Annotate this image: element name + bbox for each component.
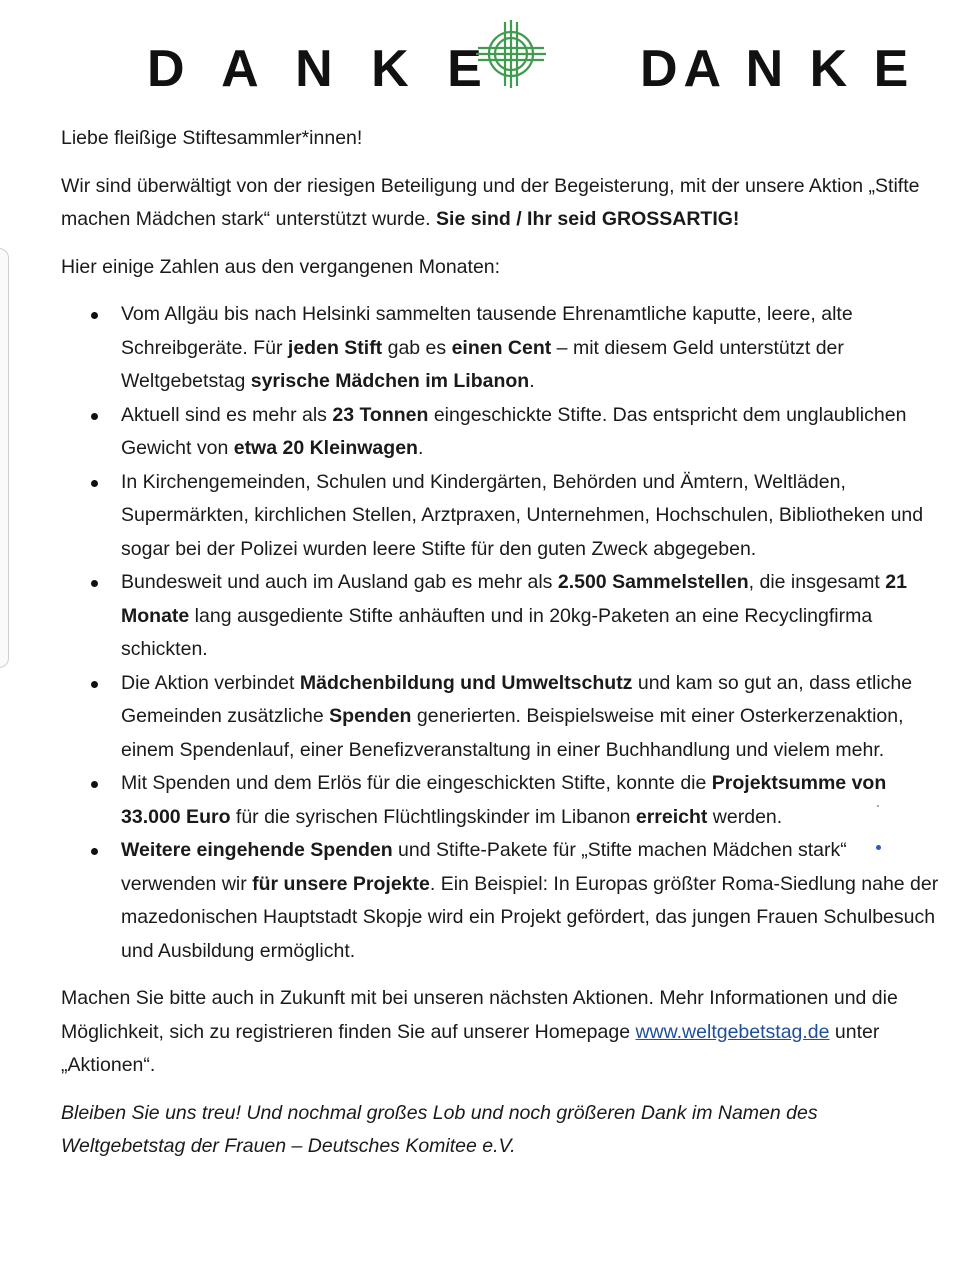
outro-after-link: unter „Aktionen“.: [61, 1020, 880, 1076]
bullet-text: Bundesweit und auch im Ausland gab es mehr als: [121, 571, 558, 593]
bullet-bold: für unsere Projekte: [252, 872, 430, 895]
list-item: [61, 834, 941, 968]
stray-dot-mark: [876, 845, 881, 850]
homepage-link[interactable]: www.weltgebetstag.de: [635, 1020, 830, 1043]
bullet-bold: syrische Mädchen im Libanon: [250, 370, 530, 392]
bullet-bold: etwa 20 Kleinwagen: [233, 437, 418, 459]
intro-text: Wir sind überwältigt von der riesigen Beteiligung und der Begeisterung, mit der unsere Aktion „Stifte machen Mädchen stark“ unterstützt wurde.: [61, 174, 920, 230]
bullet-text: .: [417, 437, 424, 459]
bullet-text: Die Aktion verbindet: [121, 671, 300, 694]
bullet-text: In Kirchengemeinden, Schulen und Kindergärten, Behörden und Ämtern, Weltläden, Supermärkten, kirchlichen Stellen, Arztpraxen, Unternehmen, Hochschulen, Bibliotheken und sogar bei der Polizei wurden leere Stifte für den guten Zweck abgegeben.: [121, 470, 924, 560]
bullet-text: und kam so gut an, dass etliche Gemeinden zusätzliche: [121, 671, 913, 727]
facts-list: [61, 298, 941, 968]
bullet-text: Vom Allgäu bis nach Helsinki sammelten tausende Ehrenamtliche kaputte, leere, alte Schreibgeräte. Für: [121, 303, 853, 359]
scroll-edge-handle[interactable]: [0, 248, 9, 668]
letter-header: [0, 36, 968, 106]
intro-bold: Sie sind / Ihr seid GROSSARTIG!: [436, 208, 740, 230]
bullet-text: . Ein Beispiel: In Europas größter Roma-Siedlung nahe der mazedonischen Hauptstadt Skopje wird ein Projekt gefördert, das jungen Frauen Schulbesuch und Ausbildung ermöglicht.: [121, 872, 939, 962]
bullet-text: generierten. Beispielsweise mit einer Osterkerzenaktion, einem Spendenlauf, einer Benefizveranstaltung in einer Buchhandlung und vielem mehr.: [121, 705, 904, 761]
stray-dot-mark: [877, 805, 879, 807]
outro-text: Machen Sie bitte auch in Zukunft mit bei unseren nächsten Aktionen. Mehr Informationen und die Möglichkeit, sich zu registrieren finden Sie auf unserer Homepage: [61, 987, 898, 1043]
bullet-text: werden.: [707, 805, 783, 828]
bullet-text: gab es: [382, 336, 452, 359]
bullet-text: lang ausgediente Stifte anhäuften und in 20kg-Paketen an eine Recyclingfirma schickten.: [121, 604, 873, 660]
bullet-text: und Stifte-Pakete für „Stifte machen Mädchen stark“ verwenden wir: [121, 839, 847, 895]
bullet-bold: Mädchenbildung und Umweltschutz: [299, 671, 633, 694]
closing-text: Bleiben Sie uns treu! Und nochmal großes Lob und noch größeren Dank im Namen des Weltgebetstag der Frauen – Deutsches Komitee e.V.: [61, 1101, 818, 1157]
list-item: [61, 767, 941, 834]
bullet-text: .: [529, 370, 535, 392]
list-item: [61, 667, 941, 768]
numbers-intro: Hier einige Zahlen aus den vergangenen Monaten:: [61, 255, 501, 278]
weltgebetstag-cross-logo-icon: [474, 18, 548, 90]
letter-body: [61, 122, 941, 1178]
bullet-bold: jeden Stift: [287, 336, 383, 359]
bullet-text: für die syrischen Flüchtlingskinder im Libanon: [230, 805, 636, 828]
bullet-text: Mit Spenden und dem Erlös für die eingeschickten Stifte, konnte die: [121, 772, 712, 794]
greeting: Liebe fleißige Stiftesammler*innen!: [61, 127, 363, 149]
bullet-bold: 2.500 Sammelstellen: [557, 571, 749, 593]
bullet-bold: Spenden: [329, 705, 412, 727]
intro-paragraph: [61, 170, 941, 237]
outro-paragraph: [61, 982, 941, 1083]
bullet-text: – mit diesem Geld unterstützt der Weltgebetstag: [121, 336, 844, 392]
bullet-bold: Projektsumme von 33.000 Euro: [121, 772, 887, 828]
bullet-text: Aktuell sind es mehr als: [121, 403, 333, 426]
bullet-bold: einen Cent: [451, 336, 552, 359]
bullet-bold: erreicht: [635, 805, 708, 828]
list-item: [61, 566, 941, 667]
danke-heading-right: DA N K E: [640, 40, 915, 98]
list-item: [61, 399, 941, 466]
list-item: [61, 298, 941, 399]
bullet-bold: 23 Tonnen: [332, 403, 429, 426]
bullet-bold: 21 Monate: [121, 571, 907, 627]
list-item: [61, 466, 941, 567]
danke-heading-left: D A N K E: [147, 40, 494, 98]
bullet-text: , die insgesamt: [748, 571, 886, 593]
bullet-text: eingeschickte Stifte. Das entspricht dem unglaublichen Gewicht von: [121, 403, 907, 459]
bullet-bold: Weitere eingehende Spenden: [121, 839, 393, 861]
